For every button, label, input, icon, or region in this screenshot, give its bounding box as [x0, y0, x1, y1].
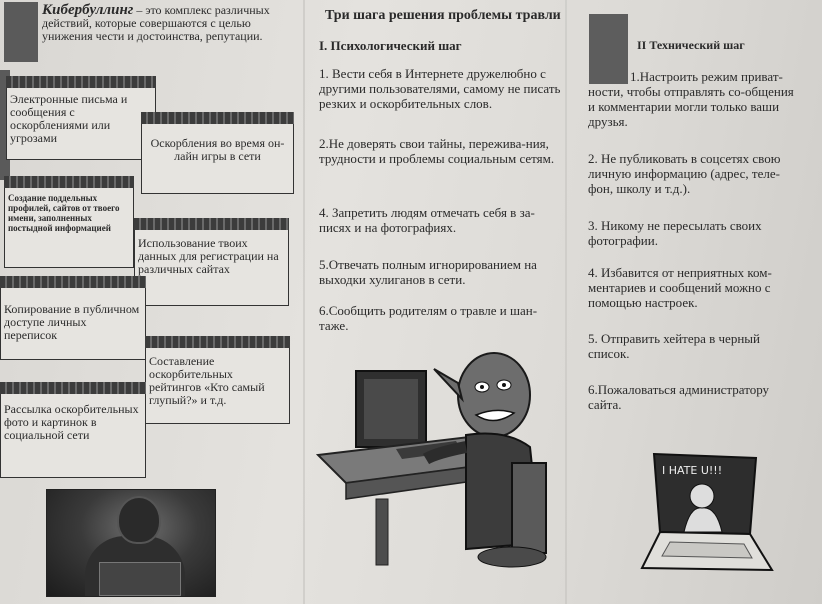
intro-title: Кибербуллинг [42, 2, 134, 18]
box-text: Составление оскорбительных рейтингов «Кто самый глупый?» и т.д. [149, 354, 265, 407]
psych-item-4: 4. Запретить людям отмечать себя в за-писях и на фотографиях. [319, 205, 535, 235]
info-box-data-usage [134, 218, 289, 306]
box-header-bar [4, 176, 134, 188]
psych-item-5: 5.Отвечать полным игнорированием на выходки хулиганов в сети. [319, 257, 537, 287]
psych-item-6: 6.Сообщить родителям о травле и шан-таже. [319, 303, 538, 333]
intro-text: – это комплекс различных действий, которые совершаются с целью унижения чести и достоинства, репутации. [42, 3, 270, 43]
box-header-bar [6, 76, 156, 88]
box-header-bar [134, 218, 289, 230]
info-box-copy-chats [0, 276, 146, 360]
tech-step-heading: II Технический шаг [637, 38, 745, 52]
laptop-screen-text: I HATE U!!! [662, 464, 723, 477]
decor-square [4, 2, 38, 62]
steps-title: Три шага решения проблемы травли [325, 8, 561, 23]
box-text: Оскорбления во время он-лайн игры в сети [150, 136, 285, 163]
info-box-photo-spam [0, 382, 146, 478]
box-text: Электронные письма и сообщения с оскорблениями или угрозами [10, 92, 128, 145]
box-header-bar [0, 276, 146, 288]
info-box-ratings [145, 336, 290, 424]
tech-item-5: 5. Отправить хейтера в черный список. [588, 331, 760, 361]
box-text: Копирование в публичном доступе личных переписок [4, 302, 140, 342]
box-text: Использование твоих данных для регистрации на различных сайтах [138, 236, 279, 276]
troll-at-computer-illustration [316, 343, 556, 575]
tech-item-4: 4. Избавится от неприятных ком-ментариев и сообщений можно с помощью настроек. [588, 265, 772, 310]
box-header-bar [141, 112, 294, 124]
sad-child-laptop-illustration [640, 452, 780, 582]
tech-item-6: 6.Пожаловаться администратору сайта. [588, 382, 770, 412]
psych-item-1: 1. Вести себя в Интернете дружелюбно с другими пользователями, самому не писать резких и оскорбительных слов. [319, 66, 561, 111]
intro-paragraph [42, 4, 292, 43]
info-box-emails [6, 76, 156, 160]
fold-line-left [303, 0, 305, 604]
psych-step-heading: I. Психологический шаг [319, 38, 462, 53]
tech-item-2: 2. Не публиковать в соцсетях свою личную информацию (адрес, теле-фон, школу и т.д.). [588, 151, 781, 196]
hacker-head [117, 496, 161, 544]
fold-line-right [565, 0, 567, 604]
box-text: Создание поддельных профилей, сайтов от твоего имени, заполненных постыдной информацией [8, 193, 120, 233]
info-box-game-insults [141, 112, 294, 194]
box-header-bar [145, 336, 290, 348]
tech-item-3: 3. Никому не пересылать своих фотографии. [588, 218, 762, 248]
psych-item-2: 2.Не доверять свои тайны, пережива-ния, трудности и проблемы социальным сетям. [319, 136, 555, 166]
tech-item-1: 1.Настроить режим приват-ности, чтобы отправлять со-общения и комментарии могли только ваши друзья. [588, 69, 794, 129]
hacker-laptop [99, 562, 181, 596]
box-header-bar [0, 382, 146, 394]
box-text: Рассылка оскорбительных фото и картинок в социальной сети [4, 402, 139, 442]
hooded-hacker-photo [46, 489, 216, 597]
info-box-fake-profiles [4, 176, 134, 268]
